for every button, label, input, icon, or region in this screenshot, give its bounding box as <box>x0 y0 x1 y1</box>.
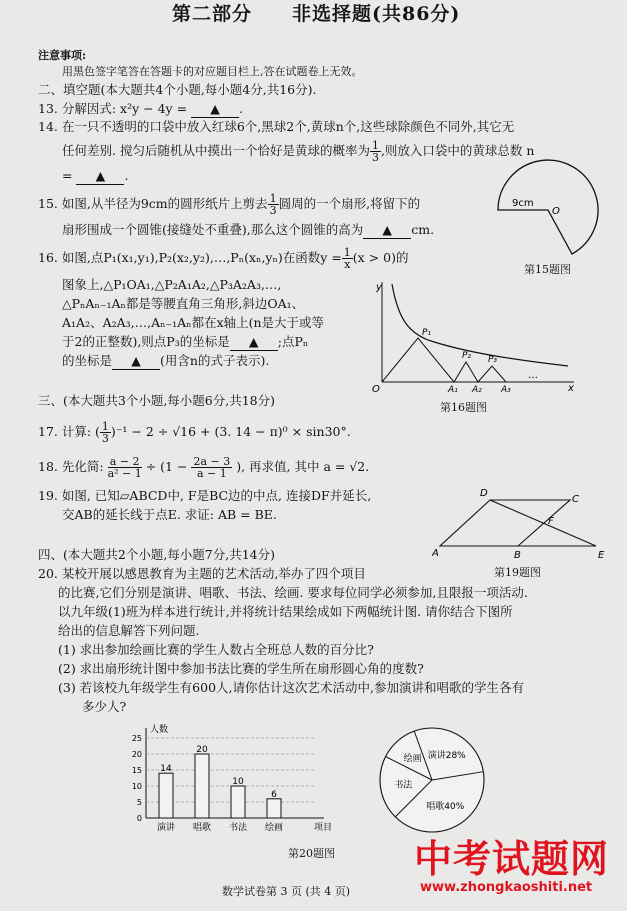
bar-3 <box>231 786 245 818</box>
question-13 <box>38 101 243 118</box>
q19-line1: 19. 如图, 已知▱ABCD中, F是BC边的中点, 连接DF并延长, <box>38 488 372 503</box>
q14-frac-num: 1 <box>371 139 379 152</box>
q14-text-b: ,则放入口袋中的黄球总数 n <box>380 143 535 158</box>
page-footer: 数学试卷第 3 页 (共 4 页) <box>222 885 351 898</box>
bar-y-tick: 20 <box>131 750 142 759</box>
q20-sub1: (1) 求出参加绘画比赛的学生人数占全班总人数的百分比? <box>58 642 374 657</box>
bar-value-label: 20 <box>196 745 208 755</box>
bar-1 <box>159 773 173 818</box>
q15-text-2: 扇形围成一个圆锥(接缝处不重叠),那么这个圆锥的高为 <box>62 222 364 237</box>
notice-text: 用黑色签字笔答在答题卡的对应题目栏上,答在试题卷上无效。 <box>62 65 363 78</box>
q17-fraction <box>100 421 111 444</box>
section2-heading: 二、填空题(本大题共4个小题,每小题4分,共16分). <box>38 82 317 97</box>
fig19-parallelogram <box>432 484 612 562</box>
q18-text-b: ÷ (1 − <box>145 459 188 474</box>
q16-text-6b: (用含n的式子表示). <box>160 353 270 368</box>
watermark-logo: 中考试题网 <box>414 837 610 881</box>
bar-y-label: 人数 <box>150 725 169 735</box>
q14-line3 <box>62 168 128 185</box>
fig19-label-c: C <box>572 494 579 505</box>
q16-line2: 图象上,△P₁OA₁,△P₂A₁A₂,△P₃A₂A₃,…, <box>62 277 282 292</box>
q13-text: 13. 分解因式: x²y − 4y = <box>38 101 192 116</box>
fig15-caption: 第15题图 <box>524 263 571 276</box>
q13-blank: ▲ <box>191 101 239 118</box>
q15-frac-num: 1 <box>269 192 277 205</box>
q16-text: 16. 如图,点P₁(x₁,y₁),P₂(x₂,y₂),…,Pₙ(xₙ,yₙ)在函数y = <box>38 250 342 265</box>
fig16-graph <box>368 278 580 396</box>
pie-slice-label: 唱歌40% <box>426 801 465 812</box>
q15-unit: cm. <box>411 222 435 237</box>
q15-text: 15. 如图,从半径为9cm的圆形纸片上剪去 <box>38 196 268 211</box>
q13-tail: . <box>239 101 243 116</box>
fig19-label-e: E <box>598 550 605 561</box>
bar-y-tick: 10 <box>131 782 142 791</box>
page-title: 第二部分 非选择题(共86分) <box>172 3 461 25</box>
pie-slice-label: 书法 <box>394 780 413 791</box>
fig16-a3: A₃ <box>501 385 511 395</box>
q16-line5 <box>62 334 308 351</box>
q18-f1-num: a − 2 <box>108 456 142 468</box>
q18-f2-num: 2a − 3 <box>193 455 231 468</box>
fig16-a2: A₂ <box>472 385 482 395</box>
q16-fraction <box>342 247 353 270</box>
bar-chart <box>120 722 350 834</box>
q15-line2 <box>62 222 434 239</box>
q17-frac-num: 1 <box>101 420 109 433</box>
q18-f1-den: a² − 1 <box>107 467 142 480</box>
q18-text-c: ), 再求值, 其中 a = √2. <box>236 459 370 474</box>
fig16-p1: P₁ <box>422 328 432 338</box>
section3-heading: 三、(本大题共3个小题,每小题6分,共18分) <box>38 393 276 408</box>
fig15-sector <box>490 158 610 258</box>
q16-frac-den: x <box>344 258 351 271</box>
notice-label: 注意事项: <box>38 49 87 62</box>
q14-eq: = <box>62 168 77 183</box>
bar-category-label: 绘画 <box>264 823 284 833</box>
q14-blank: ▲ <box>76 168 124 185</box>
q15-line1 <box>38 193 420 216</box>
fig16-p3: P₃ <box>488 355 498 365</box>
q20-line3: 以九年级(1)班为样本进行统计,并将统计结果绘成如下两幅统计图. 请你结合下图所 <box>58 604 513 619</box>
q16-text-5b: ;点Pₙ <box>277 334 309 349</box>
q15-text-b: 圆周的一个扇形,将留下的 <box>278 196 421 211</box>
fig16-a1: A₁ <box>448 385 458 395</box>
q16-line6 <box>62 353 269 370</box>
fig19-label-b: B <box>514 550 521 561</box>
fig15-center-label: O <box>552 206 560 217</box>
q18-text: 18. 先化简: <box>38 459 104 474</box>
q14-line2 <box>62 140 534 163</box>
q14-frac-den: 3 <box>371 151 379 164</box>
q16-frac-num: 1 <box>343 246 351 259</box>
q15-frac-den: 3 <box>269 204 277 217</box>
pie-slice-label: 绘画 <box>403 754 422 765</box>
q14-text: 任何差别. 搅匀后随机从中摸出一个恰好是黄球的概率为 <box>62 143 370 158</box>
q19-line2: 交AB的延长线于点E. 求证: AB = BE. <box>62 507 277 522</box>
pie-slice-label: 演讲28% <box>427 750 466 761</box>
question-17 <box>38 421 351 444</box>
bar-category-label: 演讲 <box>156 823 176 833</box>
bar-value-label: 10 <box>232 777 244 787</box>
bar-4 <box>267 799 281 818</box>
pie-chart <box>376 724 488 836</box>
q15-fraction <box>268 193 279 216</box>
q16-blank1: ▲ <box>230 334 278 351</box>
fig16-origin: O <box>372 384 380 395</box>
fig19-label-a: A <box>432 548 439 559</box>
q20-line1: 20. 某校开展以感恩教育为主题的艺术活动,举办了四个项目 <box>38 566 366 581</box>
fig19-caption: 第19题图 <box>494 566 541 579</box>
fig15-radius-label: 9cm <box>512 198 534 209</box>
q18-f2-den: a − 1 <box>196 467 227 480</box>
q18-fraction-2 <box>191 456 232 479</box>
fig19-label-d: D <box>480 488 488 499</box>
q16-text-6: 的坐标是 <box>62 353 113 368</box>
fig16-x-label: x <box>568 383 574 394</box>
bar-category-label: 书法 <box>228 823 248 833</box>
bar-y-tick: 15 <box>131 766 142 775</box>
q16-line3: △PₙAₙ₋₁Aₙ都是等腰直角三角形,斜边OA₁、 <box>62 296 305 311</box>
q14-fraction <box>370 140 381 163</box>
q20-line4: 给出的信息解答下列问题. <box>58 623 200 638</box>
q14-tail: . <box>124 168 129 183</box>
bar-y-tick: 5 <box>136 798 142 807</box>
fig16-y-label: y <box>376 282 382 293</box>
watermark-url: www.zhongkaoshiti.net <box>420 880 593 895</box>
q15-blank: ▲ <box>363 222 411 239</box>
fig19-label-f: F <box>548 516 554 527</box>
q17-text-b: )⁻¹ − 2 ÷ √16 + (3. 14 − π)⁰ × sin30°. <box>110 424 351 439</box>
q20-sub3b: 多少人? <box>82 699 127 714</box>
bar-2 <box>195 754 209 818</box>
fig20-caption: 第20题图 <box>288 847 335 860</box>
q17-frac-den: 3 <box>101 432 109 445</box>
bar-category-label: 唱歌 <box>192 823 212 833</box>
q18-fraction-1 <box>108 456 142 479</box>
q16-blank2: ▲ <box>112 353 160 370</box>
question-18 <box>38 456 369 479</box>
q17-text: 17. 计算: ( <box>38 424 100 439</box>
bar-y-tick: 0 <box>136 814 142 823</box>
fig16-caption: 第16题图 <box>440 401 487 414</box>
section4-heading: 四、(本大题共2个小题,每小题7分,共14分) <box>38 547 276 562</box>
bar-x-label: 项目 <box>314 823 333 833</box>
q16-line1 <box>38 247 408 270</box>
bar-value-label: 6 <box>271 789 277 800</box>
bar-y-tick: 25 <box>131 734 142 743</box>
fig16-p2: P₂ <box>462 351 472 361</box>
fig19-df-line <box>490 500 596 546</box>
q16-text-5: 于2的正整数),则点P₃的坐标是 <box>62 334 230 349</box>
q16-line4: A₁A₂、A₂A₃,…,Aₙ₋₁Aₙ都在x轴上(n是大于或等 <box>62 315 325 330</box>
fig16-dots: … <box>528 370 538 381</box>
fig16-curve <box>392 284 568 366</box>
q16-text-b: (x > 0)的 <box>352 250 409 265</box>
q14-line1: 14. 在一只不透明的口袋中放入红球6个,黑球2个,黄球n个,这些球除颜色不同外,其它无 <box>38 119 515 134</box>
q20-line2: 的比赛,它们分别是演讲、唱歌、书法、绘画. 要求每位同学必须参加,且限报一项活动. <box>58 585 528 600</box>
q20-sub3a: (3) 若该校九年级学生有600人,请你估计这次艺术活动中,参加演讲和唱歌的学生各有 <box>58 680 524 695</box>
bar-value-label: 14 <box>160 764 172 775</box>
q20-sub2: (2) 求出扇形统计图中参加书法比赛的学生所在扇形圆心角的度数? <box>58 661 424 676</box>
